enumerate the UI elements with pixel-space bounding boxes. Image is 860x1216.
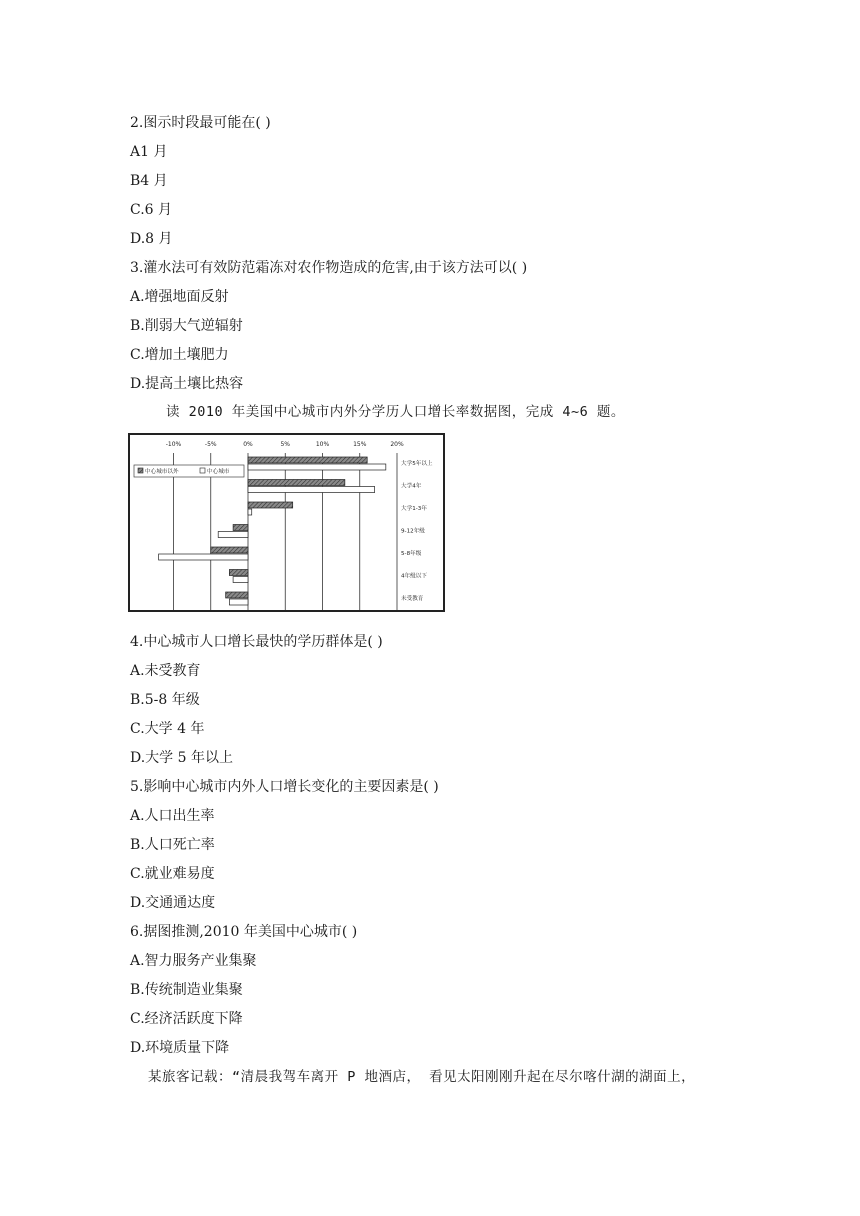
q4-option-d: D.大学 5 年以上 <box>130 750 233 766</box>
question-2-stem: 2.图示时段最可能在( ) <box>130 115 271 131</box>
chart-svg <box>130 435 443 610</box>
x-tick-label: -5% <box>204 441 217 448</box>
bar-outside-center-city-0 <box>248 457 367 463</box>
category-label: 4年级以下 <box>401 573 427 580</box>
x-tick-label: -10% <box>165 441 182 448</box>
q5-option-d: D.交通通达度 <box>130 895 216 911</box>
category-label: 大学1-3年 <box>401 506 427 512</box>
chart-intro-text: 读 2010 年美国中心城市内外分学历人口增长率数据图，完成 4~6 题。 <box>166 404 625 420</box>
question-6-stem: 6.据图推测,2010 年美国中心城市( ) <box>130 924 358 940</box>
bar-outside-center-city-6 <box>226 592 248 598</box>
category-label: 5-8年级 <box>401 551 422 557</box>
bar-center-city-5 <box>233 577 248 583</box>
q2-option-d: D.8 月 <box>130 231 173 247</box>
q6-option-a: A.智力服务产业集聚 <box>130 953 257 969</box>
bar-outside-center-city-2 <box>248 502 293 508</box>
q6-option-d: D.环境质量下降 <box>130 1040 230 1056</box>
q6-option-b: B.传统制造业集聚 <box>130 982 243 998</box>
category-label: 9-12年级 <box>401 528 425 535</box>
q3-option-b: B.削弱大气逆辐射 <box>130 318 243 334</box>
q2-option-a: A1 月 <box>130 144 168 160</box>
category-label: 大学5年以上 <box>401 461 433 467</box>
q5-option-b: B.人口死亡率 <box>130 837 215 853</box>
category-label: 未受教育 <box>401 596 424 602</box>
q5-option-c: C.就业难易度 <box>130 866 215 882</box>
bar-outside-center-city-5 <box>229 570 248 576</box>
q2-option-c: C.6 月 <box>130 202 173 218</box>
q5-option-a: A.人口出生率 <box>130 808 215 824</box>
q3-option-d: D.提高土壤比热容 <box>130 376 244 392</box>
passage-intro-text: 某旅客记载：“清晨我驾车离开 P 地酒店， 看见太阳刚刚升起在尽尔喀什湖的湖面上， <box>148 1069 696 1085</box>
q6-option-c: C.经济活跃度下降 <box>130 1011 243 1027</box>
bar-center-city-6 <box>229 599 248 605</box>
q2-option-b: B4 月 <box>130 173 168 189</box>
population-growth-chart <box>128 433 445 612</box>
legend-label-outside: 中心城市以外 <box>145 469 179 475</box>
question-5-stem: 5.影响中心城市内外人口增长变化的主要因素是( ) <box>130 779 439 795</box>
x-tick-label: 0% <box>243 441 253 448</box>
category-label: 大学4年 <box>401 483 422 490</box>
legend-label-center: 中心城市 <box>207 469 230 475</box>
q4-option-a: A.未受教育 <box>130 663 201 679</box>
bar-center-city-4 <box>159 554 248 560</box>
x-tick-label: 15% <box>353 441 367 448</box>
q4-option-c: C.大学 4 年 <box>130 721 205 737</box>
q3-option-a: A.增强地面反射 <box>130 289 229 305</box>
question-3-stem: 3.灌水法可有效防范霜冻对农作物造成的危害,由于该方法可以( ) <box>130 260 528 276</box>
bar-center-city-0 <box>248 464 386 470</box>
x-tick-label: 5% <box>280 441 291 448</box>
legend-swatch-center <box>200 468 205 473</box>
bar-center-city-3 <box>218 532 248 538</box>
q3-option-c: C.增加土壤肥力 <box>130 347 229 363</box>
bar-outside-center-city-1 <box>248 480 345 486</box>
legend-swatch-outside <box>138 468 143 473</box>
bar-center-city-2 <box>248 509 252 515</box>
bar-outside-center-city-4 <box>211 547 248 553</box>
bar-outside-center-city-3 <box>233 525 248 531</box>
x-tick-label: 20% <box>390 441 404 448</box>
x-tick-label: 10% <box>315 441 330 448</box>
question-4-stem: 4.中心城市人口增长最快的学历群体是( ) <box>130 634 383 650</box>
bar-center-city-1 <box>248 487 375 493</box>
q4-option-b: B.5-8 年级 <box>130 692 200 708</box>
